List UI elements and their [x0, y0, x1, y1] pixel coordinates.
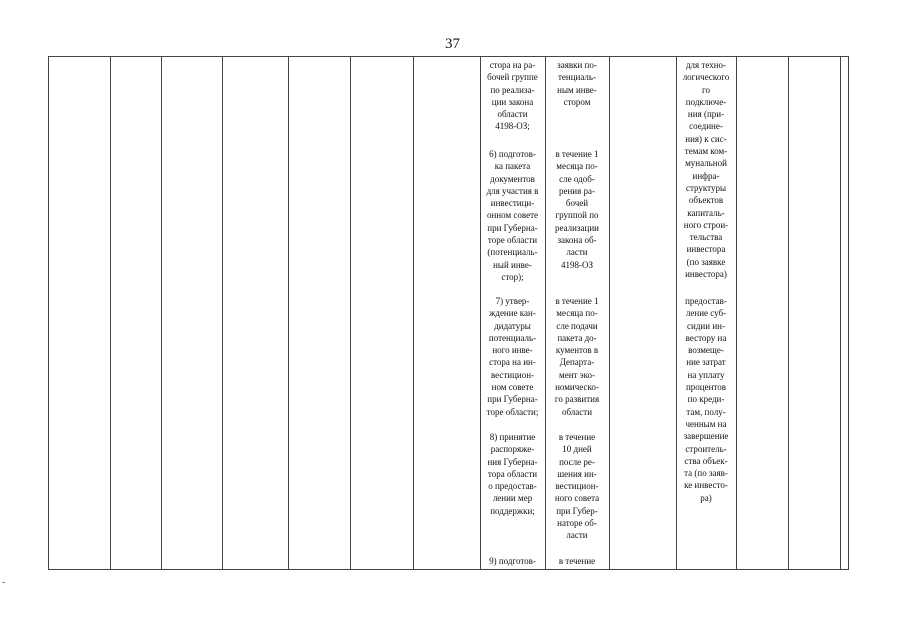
measures-column [676, 59, 736, 567]
cell-text-line: при Губер- [556, 505, 598, 516]
cell-text-line: тора области [487, 468, 538, 479]
cell-text-line: ке инвесто- [684, 480, 728, 491]
cell-text-line: логического [682, 72, 730, 83]
cell-text-line: 10 дней [562, 444, 592, 455]
column-rule [48, 57, 49, 569]
cell-text-line: мент эко- [559, 369, 595, 380]
page-number: 37 [445, 36, 460, 52]
column-rule [840, 57, 841, 569]
cell-text-line: 8) принятие [489, 432, 536, 442]
cell-text-line: ка пакета [494, 161, 531, 172]
cell-text-line: ра) [700, 492, 712, 503]
cell-text-line: бочей [565, 198, 589, 209]
cell-text-line: ции закона [491, 96, 534, 107]
cell-text-line: объектов [688, 195, 724, 206]
cell-text-line: на уплату [687, 369, 725, 380]
cell-text-line: сле одоб- [559, 173, 595, 184]
cell-text-line: закона об- [557, 235, 597, 246]
cell-text-line: стора на ин- [489, 357, 536, 368]
table-cell-entry [676, 295, 736, 504]
margin-mark [2, 582, 5, 583]
column-rule [222, 57, 223, 569]
cell-text-line: месяца по- [556, 161, 598, 172]
table-cell-entry [545, 59, 609, 108]
cell-text-line: структуры [685, 182, 727, 193]
cell-text-line: сидии ин- [687, 320, 725, 331]
cell-text-line: рения ра- [558, 185, 595, 196]
cell-text-line: пакета до- [557, 332, 597, 343]
cell-text-line: заявки по- [557, 60, 597, 70]
cell-text-line: тенциаль- [557, 72, 597, 83]
cell-text-line: ния Губерна- [487, 456, 538, 467]
cell-text-line: ный инве- [493, 259, 532, 270]
cell-text-line: ждение кан- [489, 308, 536, 319]
cell-text-line: 4198-ОЗ [560, 259, 593, 270]
cell-text-line: инвестици- [490, 198, 535, 209]
column-rule [288, 57, 289, 569]
cell-text-line: вестицион- [490, 369, 535, 380]
stage-column [480, 59, 545, 567]
cell-text-line: подключе- [685, 96, 727, 107]
cell-text-line: реализации [555, 222, 599, 233]
data-table [48, 56, 849, 570]
cell-text-line: ласти [566, 247, 588, 258]
cell-text-line: стора на ра- [489, 60, 536, 70]
table-cell-entry [676, 59, 736, 280]
cell-text-line: тельства [689, 232, 723, 243]
cell-text-line: по реализа- [490, 84, 535, 95]
cell-text-line: шения ин- [557, 468, 597, 479]
column-rule [609, 57, 610, 569]
cell-text-line: там, полу- [686, 406, 726, 417]
cell-text-line: ства объек- [684, 455, 728, 466]
cell-text-line: инвестора [686, 244, 726, 255]
cell-text-line: лении мер [492, 493, 533, 504]
cell-text-line: торе области; [486, 406, 539, 417]
cell-text-line: области [561, 406, 593, 417]
cell-text-line: месяца по- [556, 308, 598, 319]
cell-text-line: 9) подготов- [489, 556, 536, 566]
table-cell-entry [545, 555, 609, 567]
cell-text-line: инфра- [692, 170, 720, 181]
table-cell-entry [480, 295, 545, 418]
cell-text-line: ном совете [491, 382, 534, 393]
cell-text-line: соедине- [689, 121, 723, 132]
cell-text-line: капиталь- [687, 207, 725, 218]
cell-text-line: для участия в [486, 185, 539, 196]
cell-text-line: для техно- [685, 60, 727, 70]
cell-text-line: при Губерна- [487, 222, 538, 233]
cell-text-line: вестору на [685, 332, 727, 343]
cell-text-line: номическо- [555, 382, 599, 393]
cell-text-line: сле подачи [556, 320, 598, 331]
table-cell-entry [480, 59, 545, 133]
cell-text-line: в течение 1 [555, 296, 599, 306]
cell-text-line: наторе об- [557, 518, 597, 529]
cell-text-line: распоряже- [490, 444, 535, 455]
cell-text-line: по креди- [687, 394, 725, 405]
cell-text-line: онном совете [486, 210, 539, 221]
column-rule [736, 57, 737, 569]
cell-text-line: в течение 1 [555, 149, 599, 159]
cell-text-line: кументов в [555, 345, 599, 356]
cell-text-line: процентов [685, 382, 726, 393]
cell-text-line: завершение [683, 431, 729, 442]
cell-text-line: 6) подготов- [489, 149, 536, 159]
cell-text-line: стором [563, 96, 591, 107]
cell-text-line: 7) утвер- [495, 296, 530, 306]
cell-text-line: ние затрат [686, 357, 726, 368]
cell-text-line: та (по заяв- [684, 468, 728, 479]
cell-text-line: потенциаль- [488, 332, 537, 343]
cell-text-line: торе области [487, 235, 538, 246]
cell-text-line: о предостав- [488, 481, 537, 492]
cell-text-line: ным инве- [557, 84, 597, 95]
cell-text-line: бочей группе [487, 72, 538, 83]
table-cell-entry [545, 148, 609, 271]
cell-text-line: области [497, 109, 528, 120]
column-rule [350, 57, 351, 569]
cell-text-line: го развития [554, 394, 600, 405]
cell-text-line: ния (при- [687, 109, 725, 120]
table-cell-entry [480, 148, 545, 283]
column-rule [413, 57, 414, 569]
cell-text-line: темам ком- [684, 146, 728, 157]
deadline-column [545, 59, 609, 567]
table-cell-entry [480, 431, 545, 517]
cell-text-line: в течение [558, 556, 596, 566]
column-rule [161, 57, 162, 569]
cell-text-line: вестицион- [555, 481, 599, 492]
cell-text-line: при Губерна- [487, 394, 538, 405]
cell-text-line: ченным на [685, 418, 727, 429]
cell-text-line: ния) к сис- [685, 133, 727, 144]
column-rule [788, 57, 789, 569]
cell-text-line: (по заявке [686, 256, 726, 267]
cell-text-line: дидатуры [494, 320, 531, 331]
cell-text-line: (потенциаль- [487, 247, 538, 258]
table-cell-entry [545, 295, 609, 418]
cell-text-line: поддержки; [490, 505, 535, 516]
cell-text-line: ласти [566, 530, 588, 541]
cell-text-line: возмеще- [688, 345, 724, 356]
cell-text-line: группой по [555, 210, 599, 221]
cell-text-line: после ре- [559, 456, 595, 467]
table-cell-entry [545, 431, 609, 542]
column-rule [110, 57, 111, 569]
cell-text-line: мунальной [685, 158, 727, 169]
cell-text-line: ного строи- [683, 219, 729, 230]
cell-text-line: документов [490, 173, 535, 184]
cell-text-line: в течение [558, 432, 596, 442]
cell-text-line: ного инве- [492, 345, 533, 356]
cell-text-line: ного совета [554, 493, 600, 504]
table-cell-entry [480, 555, 545, 567]
cell-text-line: инвестора) [685, 269, 727, 280]
cell-text-line: 4198-ОЗ; [495, 121, 530, 132]
cell-text-line: стор); [501, 271, 524, 282]
cell-text-line: предостав- [685, 296, 727, 306]
cell-text-line: Департа- [559, 357, 595, 368]
cell-text-line: ление суб- [685, 308, 727, 319]
cell-text-line: го [702, 84, 710, 95]
column-rule [848, 57, 849, 569]
cell-text-line: строитель- [685, 443, 727, 454]
